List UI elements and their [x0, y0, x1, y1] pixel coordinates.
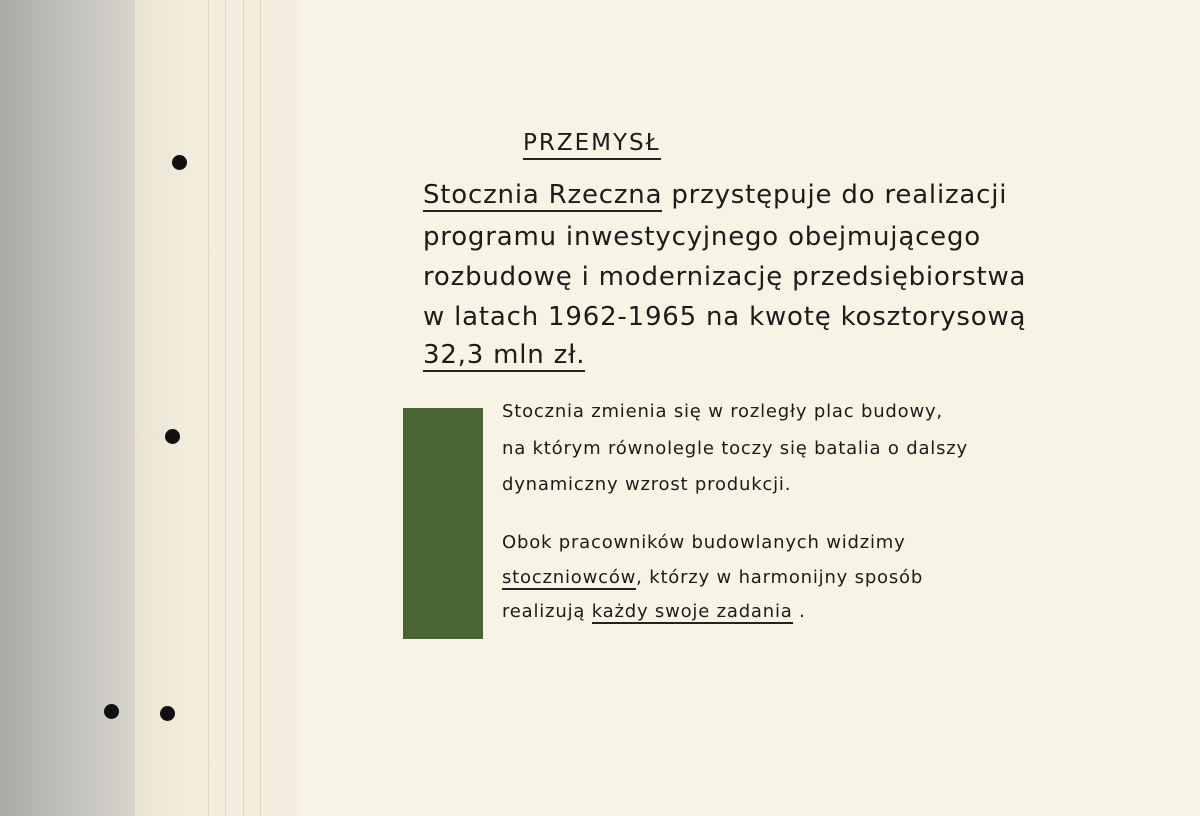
side-line: realizują każdy swoje zadania .	[502, 601, 806, 622]
punch-hole	[104, 704, 119, 719]
heading: PRZEMYSŁ	[523, 130, 661, 160]
page-edges	[135, 0, 310, 816]
punch-hole	[165, 429, 180, 444]
side-line: Obok pracowników budowlanych widzimy	[502, 532, 906, 553]
punch-hole	[140, 428, 155, 443]
side-line: na którym równolegle toczy się batalia o dalszy	[502, 438, 968, 459]
paragraph-line: Stocznia Rzeczna przystępuje do realizacji	[423, 180, 1008, 210]
paragraph-line: w latach 1962-1965 na kwotę kosztorysową	[423, 302, 1027, 332]
amount: 32,3 mln zł.	[423, 340, 586, 370]
green-accent-bar	[403, 408, 483, 639]
side-line: dynamiczny wzrost produkcji.	[502, 474, 792, 495]
underlined-text: Stocznia Rzeczna	[423, 180, 663, 210]
underlined-text: każdy swoje zadania	[591, 601, 793, 622]
side-line: stoczniowców, którzy w harmonijny sposób	[502, 567, 924, 588]
tissue-paper	[0, 0, 140, 816]
punch-hole	[172, 155, 187, 170]
paragraph-line: rozbudowę i modernizację przedsiębiorstwa	[423, 262, 1027, 292]
underlined-text: stoczniowców	[502, 567, 637, 588]
paragraph-line: programu inwestycyjnego obejmującego	[423, 222, 981, 252]
punch-hole	[160, 706, 175, 721]
side-line: Stocznia zmienia się w rozległy plac budowy,	[502, 401, 943, 422]
